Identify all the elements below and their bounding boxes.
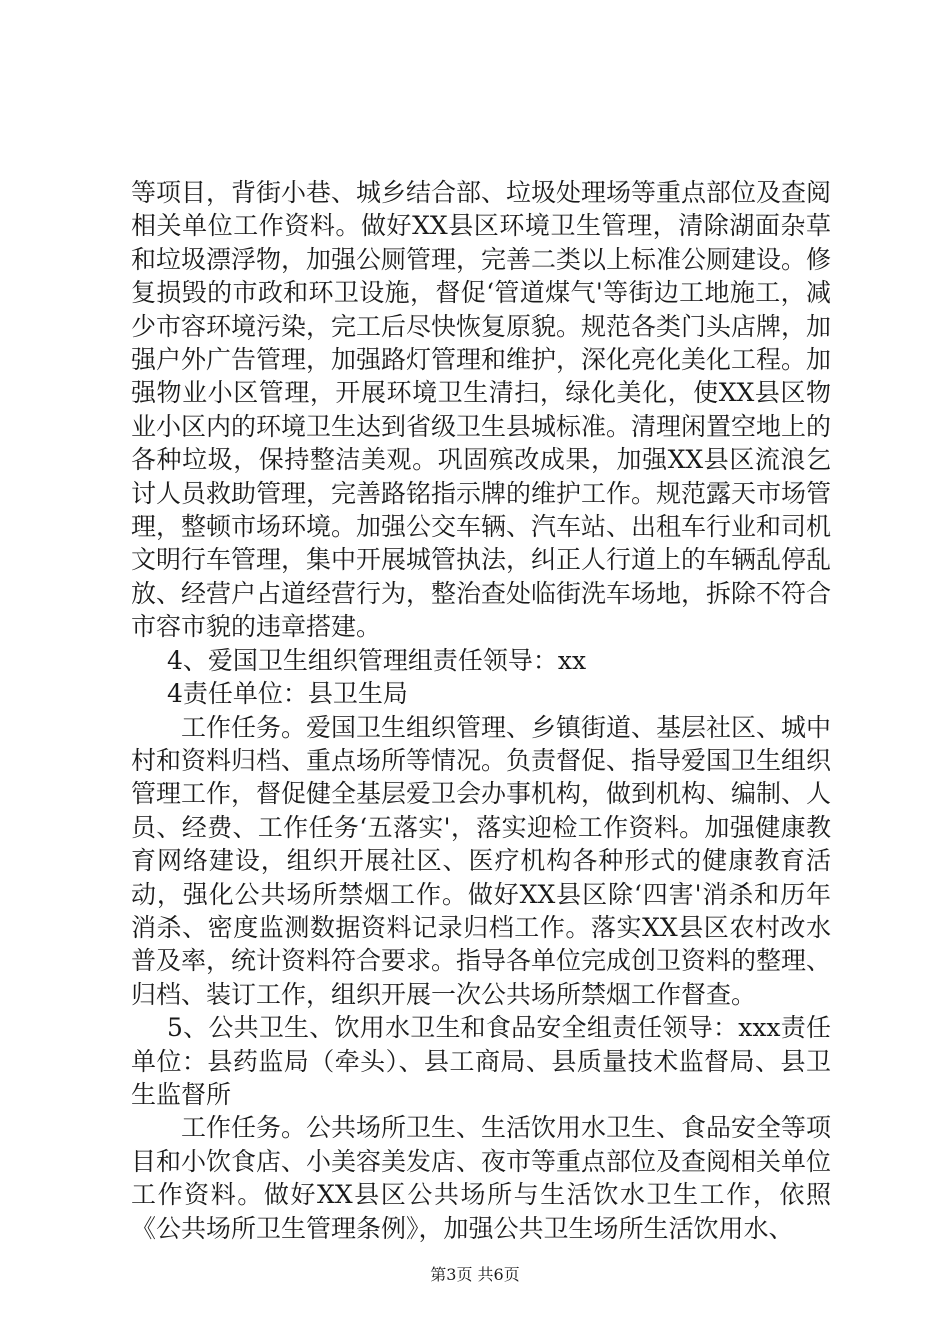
paragraph-section-4-unit: 4责任单位：县卫生局 xyxy=(167,679,408,709)
page-number-footer: 第3页 共6页 xyxy=(430,1265,520,1284)
paragraph-environment-tasks: 等项目，背街小巷、城乡结合部、垃圾处理场等重点部位及查阅相关单位工作资料。做好XX县区环境卫生管理，清除湖面杂草和垃圾漂浮物，加强公厕管理，完善二类以上标准公厕建设。修复损毁的市政和环卫设施，督促‘管道煤气'等街边工地施工，减少市容环境污染，完工后尽快恢复原貌。规范各类门头店牌，加强户外广告管理，加强路灯管理和维护，深化亮化美化工程。加强物业小区管理，开展环境卫生清扫，绿化美化，使XX县区物业小区内的环境卫生达到省级卫生县城标准。清理闲置空地上的各种垃圾，保持整洁美观。巩固殡改成果，加强XX县区流浪乞讨人员救助管理，完善路铭指示牌的维护工作。规范露天市场管理，整顿市场环境。加强公交车辆、汽车站、出租车行业和司机文明行车管理，集中开展城管执法，纠正人行道上的车辆乱停乱放、经营户占道经营行为，整治查处临街洗车场地，拆除不符合市容市貌的违章搭建。 xyxy=(131,178,832,642)
paragraph-section-4-heading: 4、爱国卫生组织管理组责任领导：xx xyxy=(167,645,587,675)
paragraph-section-5-tasks: 工作任务。公共场所卫生、生活饮用水卫生、食品安全等项目和小饮食店、小美容美发店、夜市等重点部位及查阅相关单位工作资料。做好XX县区公共场所与生活饮水卫生工作，依照《公共场所卫生管理条例》，加强公共卫生场所生活饮用水、 xyxy=(131,1113,832,1243)
paragraph-section-5-heading: 5、公共卫生、饮用水卫生和食品安全组责任领导：xxx责任单位：县药监局（牵头）、县工商局、县质量技术监督局、县卫生监督所 xyxy=(131,1013,831,1109)
paragraph-section-4-tasks: 工作任务。爱国卫生组织管理、乡镇街道、基层社区、城中村和资料归档、重点场所等情况。负责督促、指导爱国卫生组织管理工作，督促健全基层爱卫会办事机构，做到机构、编制、人员、经费、工作任务‘五落实'，落实迎检工作资料。加强健康教育网络建设，组织开展社区、医疗机构各种形式的健康教育活动，强化公共场所禁烟工作。做好XX县区除‘四害'消杀和历年消杀、密度监测数据资料记录归档工作。落实XX县区农村改水普及率，统计资料符合要求。指导各单位完成创卫资料的整理、归档、装订工作，组织开展一次公共场所禁烟工作督查。 xyxy=(131,712,832,1009)
document-body xyxy=(131,176,831,1245)
